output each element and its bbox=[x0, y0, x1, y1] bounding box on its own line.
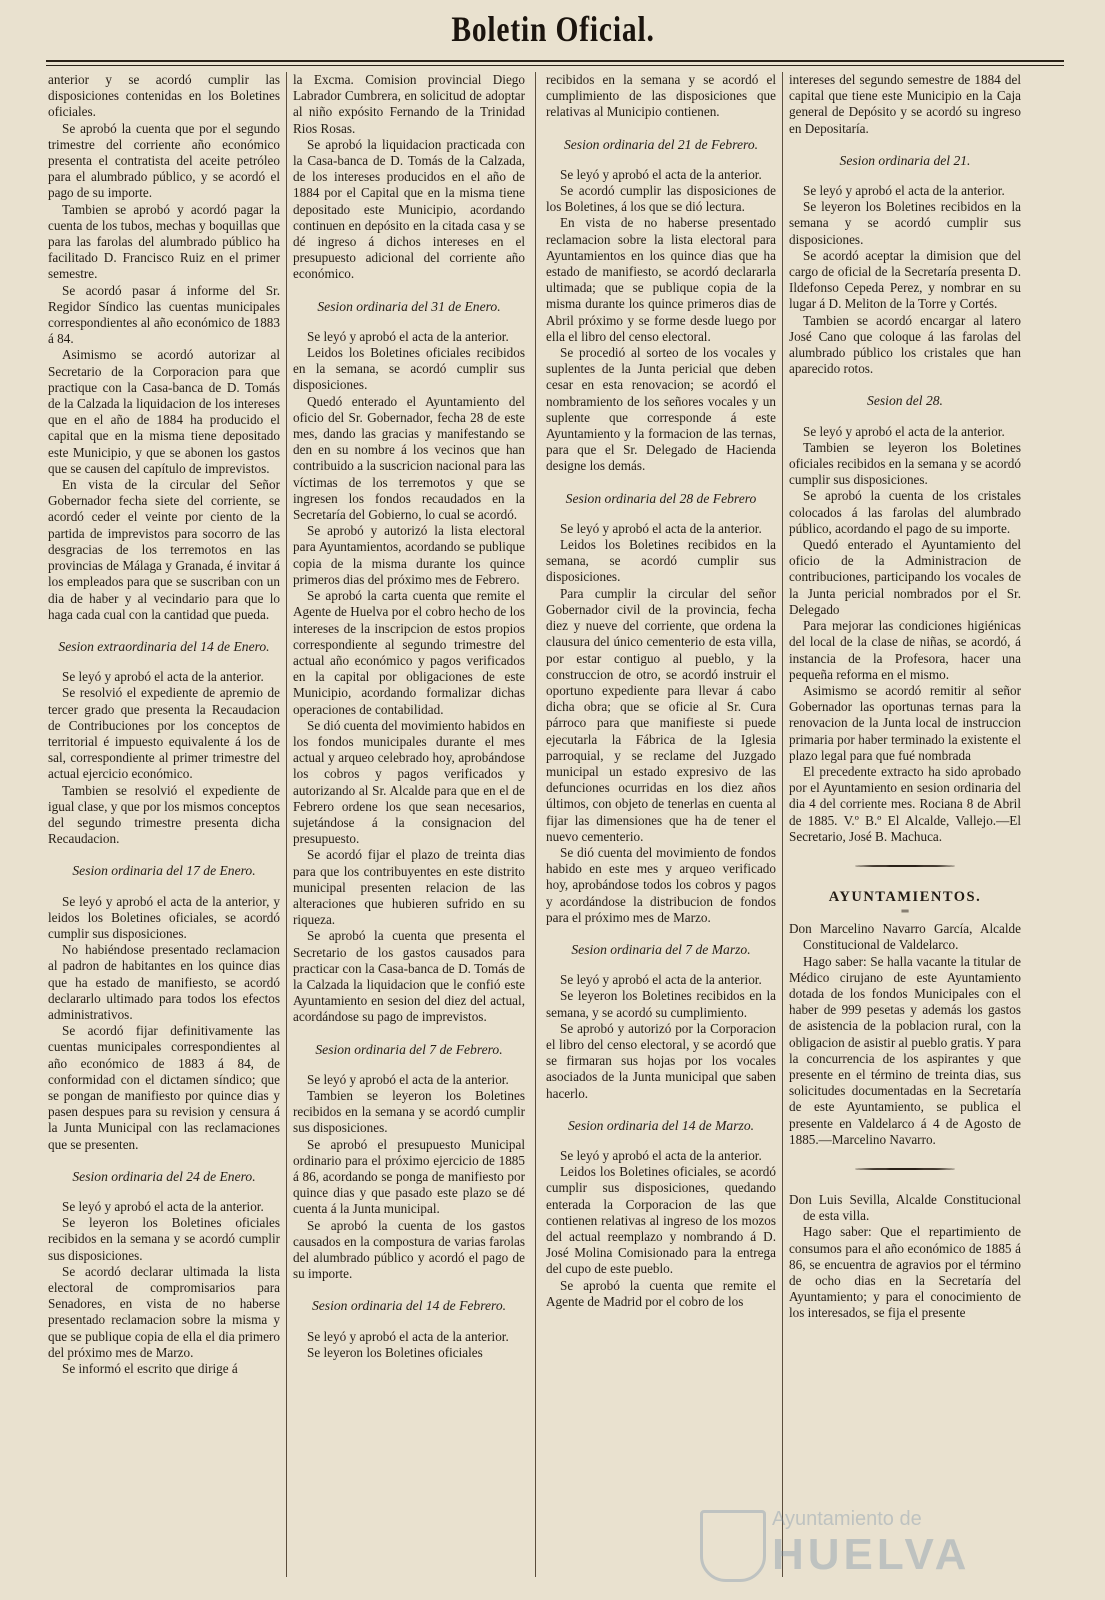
column-1 bbox=[48, 72, 280, 1577]
masthead bbox=[0, 8, 1105, 60]
paragraph: Se leyó y aprobó el acta de la anterior. bbox=[560, 1147, 762, 1163]
paragraph: No habiéndose presentado reclamacion al padron de habitantes en los quince dias que ha estado de manifiesto, se acordó declararlo ultimado para todos los efectos administrativos. bbox=[48, 942, 280, 1022]
paragraph: Se informó el escrito que dirige á bbox=[62, 1361, 238, 1377]
session-heading: Sesion ordinaria del 31 de Enero. bbox=[317, 298, 501, 314]
double-rule-ornament: ═ bbox=[901, 906, 909, 918]
column-rule bbox=[286, 72, 287, 1577]
paragraph: Tambien se resolvió el expediente de igual clase, y que por los mismos conceptos del segundo trimestre presenta dicha Recaudacion. bbox=[48, 782, 280, 847]
paragraph: Se leyeron los Boletines oficiales recibidos en la semana y se acordó cumplir sus disposiciones. bbox=[48, 1215, 280, 1263]
session-heading: Sesion ordinaria del 14 de Febrero. bbox=[311, 1298, 507, 1314]
paragraph: Tambien se leyeron los Boletines oficiales recibidos en la semana y se acordó cumplir sus disposiciones. bbox=[789, 439, 1021, 488]
paragraph: Se aprobó la cuenta que remite el Agente de Madrid por el cobro de los bbox=[546, 1277, 776, 1309]
paragraph: Se aprobó el presupuesto Municipal ordinario para el próximo ejercicio de 1885 á 86, acordando se ponga de manifiesto por quince dias y que pasado este plazo se dé cuenta á la Junta municipal. bbox=[293, 1136, 525, 1217]
session-heading: Sesion extraordinaria del 14 de Enero. bbox=[58, 638, 270, 654]
paragraph: Se leyó y aprobó el acta de la anterior, y leidos los Boletines oficiales, se acordó cumplir sus disposiciones. bbox=[48, 893, 280, 941]
column-3 bbox=[546, 72, 776, 1577]
notice-lead: Don Luis Sevilla, Alcalde Constitucional de esta villa. bbox=[789, 1191, 1021, 1224]
paragraph: Se leyó y aprobó el acta de la anterior. bbox=[307, 1071, 509, 1087]
session-heading: Sesion ordinaria del 17 de Enero. bbox=[72, 863, 256, 879]
watermark-line-1: Ayuntamiento de bbox=[772, 1508, 922, 1530]
paragraph: Se leyó y aprobó el acta de la anterior. bbox=[62, 1199, 264, 1214]
session-heading: Sesion ordinaria del 7 de Febrero. bbox=[315, 1041, 503, 1057]
session-heading: Sesion ordinaria del 21 de Febrero. bbox=[563, 136, 759, 152]
column-rule bbox=[535, 72, 536, 1577]
section-divider bbox=[855, 1164, 955, 1174]
paragraph: Se aprobó la cuenta de los gastos causados en la compostura de varias farolas del alumbrado público y acordó el pago de su importe. bbox=[293, 1217, 525, 1282]
paragraph: Se dió cuenta del movimiento de fondos habido en este mes y arqueo verificado hoy, aprobándose todos los cobros y pagos y acordándose la distribucion de fondos para el próximo mes de Marzo. bbox=[546, 844, 776, 925]
session-heading: Sesion ordinaria del 24 de Enero. bbox=[72, 1168, 256, 1184]
paragraph: Se leyó y aprobó el acta de la anterior. bbox=[62, 669, 264, 685]
paragraph: Se leyó y aprobó el acta de la anterior. bbox=[560, 520, 762, 536]
masthead-title: Boletin Oficial. bbox=[450, 9, 655, 49]
session-heading: Sesion del 28. bbox=[867, 393, 943, 409]
paragraph: Se procedió al sorteo de los vocales y suplentes de la Junta pericial que deben cesar en esta renovacion; se acordó el nombramiento de los señores vocales y un suplente que corresponde á este Ayuntamiento y la formacion de las ternas, para que el Sr. Delegado de Hacienda designe los demás. bbox=[546, 345, 776, 474]
notice-body: Hago saber: Que el repartimiento de consumos para el año económico de 1885 á 86, se encuentra de agravios por el término de ocho dias en la Secretaría del Ayuntamiento; y para el conocimiento de los interesados, se fija el presente bbox=[789, 1224, 1021, 1321]
section-divider bbox=[855, 861, 955, 871]
paragraph: anterior y se acordó cumplir las disposiciones contenidas en los Boletines oficiales. bbox=[48, 72, 280, 120]
paragraph: Se acordó fijar definitivamente las cuentas municipales correspondientes al año económico de 1883 á 84, de conformidad con el dictamen síndico; que se pongan de manifiesto por quince dias y pasen despues para su revision y censura á la Junta Municipal con las reclamaciones que se presenten. bbox=[48, 1023, 280, 1152]
session-heading: Sesion ordinaria del 21. bbox=[839, 152, 971, 168]
paragraph: Se aprobó la cuenta que por el segundo trimestre del corriente año económico presenta el contratista del aceite petróleo para el alumbrado público, y se acordó el pago de su importe. bbox=[48, 120, 280, 201]
notice-valdelarco bbox=[789, 921, 1021, 1148]
paragraph: Se aprobó la cuenta que presenta el Secretario de los gastos causados para practicar con la Casa-banca de D. Tomás de la Calzada la liquidacion que le confió este Ayuntamiento en sesion del diez del actual, acordándose su pago de imprevistos. bbox=[293, 928, 525, 1025]
paragraph: Para mejorar las condiciones higiénicas del local de la clase de niñas, se acordó, á instancia de la Profesora, hacer una pequeña reforma en el mismo. bbox=[789, 618, 1021, 682]
paragraph: Se leyó y aprobó el acta de la anterior. bbox=[803, 183, 1005, 199]
paragraph: Se leyeron los Boletines oficiales bbox=[307, 1344, 483, 1360]
paragraph: Tambien se leyeron los Boletines recibidos en la semana y se acordó cumplir sus disposiciones. bbox=[293, 1087, 525, 1136]
paragraph: Leidos los Boletines recibidos en la semana, se acordó cumplir sus disposiciones. bbox=[546, 537, 776, 585]
paragraph: la Excma. Comision provincial Diego Labrador Cumbrera, en solicitud de adoptar al niño expósito Fernando de la Trinidad Rios Rosas. bbox=[293, 72, 525, 136]
paragraph: En vista de la circular del Señor Gobernador fecha siete del corriente, se acordó ceder el veinte por ciento de la partida de imprevistos para socorro de las desgracias de los terremotos en las provincias de Málaga y Granada, é invitar á los empleados para que se suscriban con un dia de haber y al vecindario para que lo haga cada cual con la cantidad que pueda. bbox=[48, 477, 280, 622]
paragraph: intereses del segundo semestre de 1884 del capital que tiene este Municipio en la Caja general de Depósito y se acordó su ingreso en Depositaría. bbox=[789, 72, 1021, 136]
paragraph: En vista de no haberse presentado reclamacion sobre la lista electoral para Ayuntamientos en los quince dias que ha estado de manifiesto, se acordó declararla ultimada; que se publique copia de la misma durante los quince primeros dias de Abril próximo y se forme desde luego por ella el libro del censo electoral. bbox=[546, 215, 776, 344]
paragraph: Asimismo se acordó autorizar al Secretario de la Corporacion para que practique con la Casa-banca de D. Tomás de la Calzada la liquidacion de los intereses que en el año de 1884 ha producido el capital que en la misma tiene depositado este Municipio, y que se abonen los gastos que se causen del capítulo de imprevistos. bbox=[48, 347, 280, 476]
paragraph: Se acordó declarar ultimada la lista electoral de compromisarios para Senadores, en vista de no haberse presentado reclamacion sobre la misma y que se publique copia de ella el dia primero del próximo mes de Marzo. bbox=[48, 1263, 280, 1360]
session-heading: Sesion ordinaria del 14 de Marzo. bbox=[567, 1117, 755, 1133]
paragraph: Se leyó y aprobó el acta de la anterior. bbox=[307, 1328, 509, 1344]
paragraph: recibidos en la semana y se acordó el cumplimiento de las disposiciones que relativas al Municipio contienen. bbox=[546, 72, 776, 120]
paragraph: Se leyó y aprobó el acta de la anterior. bbox=[307, 328, 509, 344]
paragraph: Se acordó aceptar la dimision que del cargo de oficial de la Secretaría presenta D. Ildefonso Cepeda Perez, y nombrar en su lugar á D. Meliton de la Torre y Cortés. bbox=[789, 247, 1021, 312]
paragraph: Se leyó y aprobó el acta de la anterior. bbox=[560, 166, 762, 182]
paragraph: Se aprobó la liquidacion practicada con la Casa-banca de D. Tomás de la Calzada, de los intereses producidos en el año de 1884 por el Capital que en la misma tiene depositado este Municipio, acordando continuen en depósito en la citada casa y se dé ingreso á dichos intereses en el presupuesto adicional del corriente año económico. bbox=[293, 136, 525, 282]
section-heading: AYUNTAMIENTOS. bbox=[828, 888, 982, 905]
paragraph: Se leyeron los Boletines recibidos en la semana y se acordó cumplir sus disposiciones. bbox=[789, 199, 1021, 247]
paragraph: Leidos los Boletines oficiales recibidos en la semana, se acordó cumplir sus disposiciones. bbox=[293, 345, 525, 393]
paragraph: Se leyeron los Boletines recibidos en la semana, y se acordó su cumplimiento. bbox=[546, 988, 776, 1020]
paragraph: Se dió cuenta del movimiento habidos en los fondos municipales durante el mes actual y arqueo celebrado hoy, aprobándose los cobros y pagos verificados y autorizando al Sr. Alcalde para que en el de Febrero ordene los que sean necesarios, sujetándose á la consignacion del presupuesto. bbox=[293, 717, 525, 847]
column-rule bbox=[782, 72, 783, 1577]
header-rule bbox=[46, 60, 1064, 66]
column-2 bbox=[293, 72, 525, 1577]
watermark-line-2: HUELVA bbox=[772, 1530, 971, 1579]
paragraph: Se aprobó y autorizó por la Corporacion el libro del censo electoral, y se acordó que se firmaran sus hojas por los vocales asociados de la Junta municipal que saben hacerlo. bbox=[546, 1020, 776, 1101]
coat-of-arms-icon bbox=[700, 1510, 766, 1582]
paragraph: Se acordó pasar á informe del Sr. Regidor Síndico las cuentas municipales correspondientes al año económico de 1883 á 84. bbox=[48, 282, 280, 347]
notice-body: Hago saber: Se halla vacante la titular de Médico cirujano de este Ayuntamiento dotada de los fondos Municipales con el haber de 999 pesetas y además los gastos de asistencia de la poblacion rural, con la obligacion de asistir al pueblo gratis. Y para la concurrencia de los aspirantes y que presente en el término de treinta dias, sus solicitudes documentadas en la Secretaría de este Ayuntamiento, se publica el presente en Valdelarco á 4 de Agosto de 1885.—Marcelino Navarro. bbox=[789, 953, 1021, 1147]
paragraph: Leidos los Boletines oficiales, se acordó cumplir sus disposiciones, quedando enterada la Corporacion de las que contienen relativas al ingreso de los mozos del actual reemplazo y nombrando á D. José Molina Comisionado para la entrega del cupo de este pueblo. bbox=[546, 1164, 776, 1277]
paragraph: El precedente extracto ha sido aprobado por el Ayuntamiento en sesion ordinaria del dia 4 del corriente mes. Rociana 8 de Abril de 1885. V.º B.º El Alcalde, Vallejo.—El Secretario, José B. Machuca. bbox=[789, 763, 1021, 844]
paragraph: Se aprobó y autorizó la lista electoral para Ayuntamientos, acordando se publique copia de la misma durante los quince primeros dias del próximo mes de Febrero. bbox=[293, 523, 525, 587]
paragraph: Quedó enterado el Ayuntamiento del oficio del Sr. Gobernador, fecha 28 de este mes, dando las gracias y manifestando se den en su nombre á los vecinos que han contribuido a la suscricion nacional para las víctimas de los terremotos y que se ingresen los fondos recaudados en la Secretaría del Gobierno, lo cual se acordó. bbox=[293, 393, 525, 523]
paragraph: Quedó enterado el Ayuntamiento del oficio de la Administracion de contribuciones, participando los vocales de la Junta pericial nombrados por el Sr. Delegado bbox=[789, 537, 1021, 617]
paragraph: Se aprobó la cuenta de los cristales colocados á las farolas del alumbrado público, acordando el pago de su importe. bbox=[789, 488, 1021, 536]
paragraph: Se acordó cumplir las disposiciones de los Boletines, á los que se dió lectura. bbox=[546, 183, 776, 215]
paragraph: Tambien se acordó encargar al latero José Cano que coloque á las farolas del alumbrado público los cristales que han aparecido rotos. bbox=[789, 312, 1021, 377]
session-heading: Sesion ordinaria del 7 de Marzo. bbox=[571, 941, 751, 957]
notice-lead: Don Marcelino Navarro García, Alcalde Constitucional de Valdelarco. bbox=[789, 921, 1021, 953]
notice-luis-sevilla bbox=[789, 1192, 1021, 1322]
paragraph: Para cumplir la circular del señor Gobernador civil de la provincia, fecha diez y nueve del corriente, que ordena la clausura del único cementerio de esta villa, por estar contiguo al pueblo, y la construccion de otro, se acordó instruir el oportuno expediente para llevar á cabo dicha obra; que se oficie al Sr. Cura párroco para que manifieste si puede ejecutarla la Fábrica de la Iglesia parroquial, y se reclame del Juzgado municipal un estado expresivo de las defunciones ocurridas en los diez años últimos, con objeto de tenerlas en cuenta al fijar las dimensiones que ha de tener el nuevo cementerio. bbox=[546, 585, 776, 844]
paragraph: Se acordó fijar el plazo de treinta dias para que los contribuyentes en este distrito municipal presenten relacion de las alteraciones que hubieren sufrido en su riqueza. bbox=[293, 847, 525, 928]
paragraph: Asimismo se acordó remitir al señor Gobernador las oportunas ternas para la renovacion de la Junta local de instruccion primaria por haber terminado la existente el plazo legal para que fué nombrada bbox=[789, 682, 1021, 763]
paragraph: Se leyó y aprobó el acta de la anterior. bbox=[560, 972, 762, 988]
paragraph: Se resolvió el expediente de apremio de tercer grado que presenta la Recaudacion de Contribuciones por los conceptos de territorial é impuesto equivalente á los de sal, correspondiente al primer trimestre del actual ejercicio económico. bbox=[48, 685, 280, 782]
archive-watermark bbox=[700, 1500, 1030, 1580]
column-4 bbox=[789, 72, 1021, 1577]
paragraph: Se aprobó la carta cuenta que remite el Agente de Huelva por el cobro hecho de los intereses de la inscripcion de estos propios correspondiente al segundo trimestre del actual año económico y pagos verificados en la capital por obligaciones de este Municipio, acordando formalizar dichas operaciones de contabilidad. bbox=[293, 588, 525, 717]
paragraph: Se leyó y aprobó el acta de la anterior. bbox=[803, 423, 1005, 439]
session-heading: Sesion ordinaria del 28 de Febrero bbox=[565, 490, 757, 506]
paragraph: Tambien se aprobó y acordó pagar la cuenta de los tubos, mechas y boquillas que para las farolas del alumbrado público ha facilitado D. Francisco Ruiz en el primer semestre. bbox=[48, 201, 280, 282]
